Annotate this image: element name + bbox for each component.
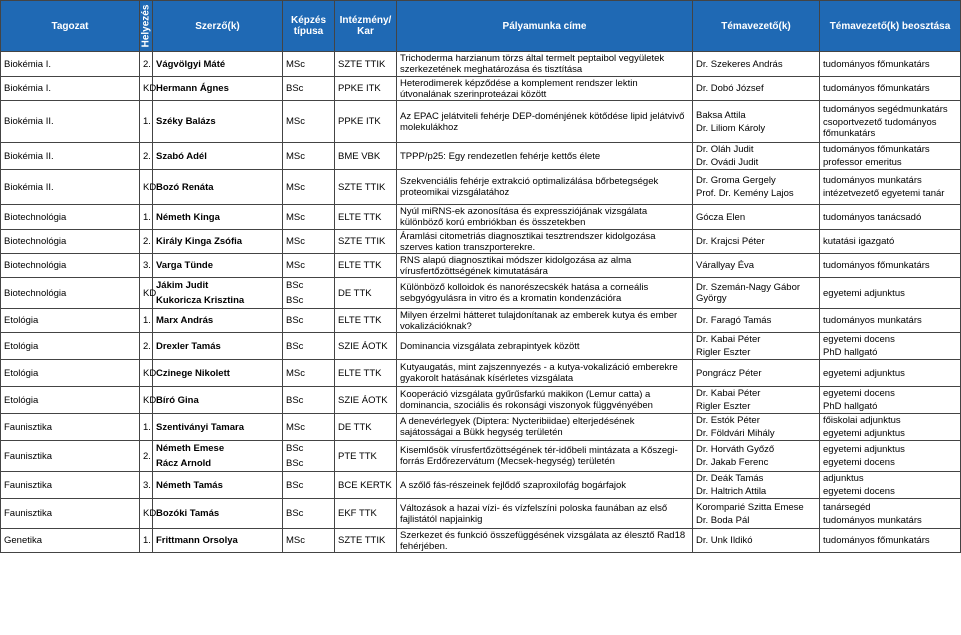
cell-tagozat: Etológia	[1, 333, 140, 360]
cell-tagozat: Faunisztika	[1, 499, 140, 529]
cell-kar: DE TTK	[335, 414, 397, 441]
cell-szerzo	[153, 143, 283, 170]
cell-temavezeto	[693, 309, 820, 333]
cell-helyezes: 1.	[140, 309, 153, 333]
cell-temavezeto	[693, 278, 820, 309]
supervisor-name: Gócza Elen	[696, 211, 746, 223]
cell-temavezeto	[693, 472, 820, 499]
cell-kar: SZTE TTIK	[335, 529, 397, 553]
cell-kepzes	[283, 101, 335, 143]
cell-palyamunka: TPPP/p25: Egy rendezetlen fehérje kettős élete	[397, 143, 693, 170]
cell-temavezeto	[693, 230, 820, 254]
cell-temavezeto	[693, 52, 820, 77]
supervisor-position: egyetemi docens	[823, 486, 895, 497]
cell-beosztas	[820, 529, 961, 553]
supervisor-name: Dr. Liliom Károly	[696, 122, 766, 134]
supervisor-name: Dr. Horváth Győző	[696, 444, 775, 455]
table-row	[1, 52, 961, 77]
cell-szerzo	[153, 472, 283, 499]
cell-szerzo	[153, 360, 283, 387]
cell-beosztas	[820, 414, 961, 441]
cell-kepzes	[283, 254, 335, 278]
cell-helyezes: 2.	[140, 441, 153, 472]
author-name: Németh Tamás	[156, 479, 223, 491]
supervisor-position: intézetvezető egyetemi tanár	[823, 188, 945, 199]
author-name: Németh Emese	[156, 443, 225, 454]
supervisor-position: professor emeritus	[823, 157, 902, 168]
author-kepzes: MSc	[286, 150, 305, 162]
cell-tagozat: Faunisztika	[1, 441, 140, 472]
cell-palyamunka: A denevérlegyek (Diptera: Nycteribiidae) elterjedésének sajátosságai a Bükk hegység területén	[397, 414, 693, 441]
cell-palyamunka: Szekvenciális fehérje extrakció optimalizálása bőrbetegségek proteomikai vizsgálatához	[397, 170, 693, 205]
author-name: Marx András	[156, 315, 214, 326]
cell-kar: BME VBK	[335, 143, 397, 170]
author-name: Jákim Judit	[156, 280, 209, 291]
cell-kepzes	[283, 414, 335, 441]
author-name: Király Kinga Zsófia	[156, 236, 243, 247]
author-kepzes: BSc	[286, 479, 304, 491]
cell-helyezes: KD	[140, 77, 153, 101]
cell-kar: SZIE ÁOTK	[335, 387, 397, 414]
cell-beosztas	[820, 230, 961, 254]
supervisor-position: tudományos munkatárs	[823, 514, 922, 526]
supervisor-position: egyetemi adjunktus	[823, 367, 905, 379]
supervisor-name: Dr. Faragó Tamás	[696, 315, 772, 326]
supervisor-name: Dr. Deák Tamás	[696, 473, 764, 484]
cell-palyamunka: A szőlő fás-részeinek fejlődő szaproxilofág bogárfajok	[397, 472, 693, 499]
supervisor-position: egyetemi adjunktus	[823, 287, 905, 299]
author-kepzes: MSc	[286, 116, 305, 127]
cell-temavezeto	[693, 387, 820, 414]
cell-palyamunka: Nyúl miRNS-ek azonosítása és expressziójának vizsgálata különböző korú embriókban és összetekben	[397, 205, 693, 230]
cell-temavezeto	[693, 101, 820, 143]
cell-kar: ELTE TTK	[335, 309, 397, 333]
cell-palyamunka: Kisemlősök vírusfertőzöttségének tér-időbeli mintázata a Kőszegi-forrás Erdőrezervátum (Mecsek-hegység) területén	[397, 441, 693, 472]
cell-beosztas	[820, 101, 961, 143]
table-row	[1, 309, 961, 333]
cell-szerzo	[153, 230, 283, 254]
cell-tagozat: Faunisztika	[1, 414, 140, 441]
cell-helyezes: 3.	[140, 254, 153, 278]
author-kepzes: MSc	[286, 535, 305, 546]
cell-temavezeto	[693, 205, 820, 230]
supervisor-position: PhD hallgató	[823, 347, 878, 358]
cell-tagozat: Biotechnológia	[1, 278, 140, 309]
cell-kar: ELTE TTK	[335, 254, 397, 278]
supervisor-position: kutatási igazgató	[823, 236, 895, 247]
cell-helyezes: KD	[140, 278, 153, 309]
cell-kar: PTE TTK	[335, 441, 397, 472]
supervisor-position: egyetemi docens	[823, 388, 895, 399]
supervisor-name: Dr. Földvári Mihály	[696, 428, 775, 439]
cell-beosztas	[820, 77, 961, 101]
author-name: Szentiványi Tamara	[156, 421, 245, 433]
cell-helyezes: 1.	[140, 414, 153, 441]
cell-kepzes	[283, 230, 335, 254]
cell-kepzes	[283, 52, 335, 77]
author-name: Bíró Gina	[156, 394, 199, 406]
author-kepzes: BSc	[286, 280, 304, 291]
cell-palyamunka: Trichoderma harzianum törzs által termelt peptaibol vegyületek szerkezetének meghatározása és tisztítása	[397, 52, 693, 77]
cell-palyamunka: RNS alapú diagnosztikai módszer kidolgozása az alma vírusfertőzöttségének kimutatására	[397, 254, 693, 278]
cell-szerzo	[153, 77, 283, 101]
cell-kar: SZTE TTIK	[335, 170, 397, 205]
header-temavezeto: Témavezető(k)	[693, 1, 820, 52]
table-row	[1, 278, 961, 309]
author-kepzes: BSc	[286, 340, 304, 352]
author-kepzes: MSc	[286, 211, 305, 223]
supervisor-name: Rigler Eszter	[696, 401, 751, 412]
cell-tagozat: Biokémia II.	[1, 143, 140, 170]
author-name: Bozóki Tamás	[156, 508, 220, 519]
cell-palyamunka: Különböző kolloidok és nanorészecskék hatása a corneális sebgyógyulásra in vitro és a kromatin kondenzációra	[397, 278, 693, 309]
cell-tagozat: Biokémia II.	[1, 170, 140, 205]
cell-tagozat: Biokémia I.	[1, 52, 140, 77]
cell-kar: EKF TTK	[335, 499, 397, 529]
cell-beosztas	[820, 387, 961, 414]
table-row	[1, 441, 961, 472]
author-name: Rácz Arnold	[156, 458, 212, 469]
supervisor-name: Dr. Krajcsi Péter	[696, 236, 765, 247]
author-kepzes: MSc	[286, 260, 305, 271]
author-kepzes: BSc	[286, 295, 304, 306]
author-name: Czinege Nikolett	[156, 367, 230, 379]
cell-beosztas	[820, 254, 961, 278]
supervisor-name: Dr. Boda Pál	[696, 514, 750, 526]
supervisor-position: tudományos segédmunkatárs	[823, 104, 948, 115]
cell-helyezes: KD	[140, 170, 153, 205]
cell-kar: ELTE TTK	[335, 360, 397, 387]
cell-tagozat: Biotechnológia	[1, 254, 140, 278]
supervisor-name: Dr. Jakab Ferenc	[696, 457, 769, 468]
supervisor-name: Rigler Eszter	[696, 347, 751, 358]
cell-kepzes	[283, 77, 335, 101]
supervisor-position: csoportvezető tudományos főmunkatárs	[823, 117, 937, 139]
cell-kepzes	[283, 170, 335, 205]
cell-helyezes: 1.	[140, 529, 153, 553]
results-body	[1, 52, 961, 553]
table-row	[1, 254, 961, 278]
cell-tagozat: Genetika	[1, 529, 140, 553]
table-row	[1, 170, 961, 205]
header-helyezes: Helyezés	[140, 1, 153, 52]
cell-helyezes: 2.	[140, 333, 153, 360]
cell-kar: DE TTK	[335, 278, 397, 309]
author-name: Hermann Ágnes	[156, 83, 229, 94]
cell-szerzo	[153, 205, 283, 230]
cell-temavezeto	[693, 77, 820, 101]
supervisor-name: Dr. Groma Gergely	[696, 175, 776, 186]
cell-palyamunka: Az EPAC jelátviteli fehérje DEP-doménjének kötődése lipid jelátvivő molekulákhoz	[397, 101, 693, 143]
supervisor-position: főiskolai adjunktus	[823, 415, 901, 426]
cell-szerzo	[153, 254, 283, 278]
supervisor-position: adjunktus	[823, 473, 864, 484]
supervisor-position: tudományos főmunkatárs	[823, 260, 930, 271]
cell-szerzo	[153, 101, 283, 143]
table-row	[1, 333, 961, 360]
cell-kar: PPKE ITK	[335, 77, 397, 101]
cell-palyamunka: Heterodimerek képződése a komplement rendszer lektin útvonalának szerinproteázai között	[397, 77, 693, 101]
cell-helyezes: 2.	[140, 52, 153, 77]
author-kepzes: BSc	[286, 315, 304, 326]
cell-kepzes	[283, 472, 335, 499]
cell-temavezeto	[693, 333, 820, 360]
supervisor-position: tudományos főmunkatárs	[823, 535, 930, 546]
supervisor-name: Várallyay Éva	[696, 260, 755, 271]
cell-temavezeto	[693, 254, 820, 278]
cell-temavezeto	[693, 414, 820, 441]
author-name: Varga Tünde	[156, 260, 214, 271]
author-name: Vágvölgyi Máté	[156, 58, 226, 70]
supervisor-position: tudományos főmunkatárs	[823, 58, 930, 70]
supervisor-name: Dr. Estók Péter	[696, 415, 760, 426]
cell-temavezeto	[693, 170, 820, 205]
author-name: Bozó Renáta	[156, 181, 214, 193]
table-row	[1, 499, 961, 529]
cell-kar: BCE KERTK	[335, 472, 397, 499]
author-name: Széky Balázs	[156, 116, 216, 127]
supervisor-name: Prof. Dr. Kemény Lajos	[696, 188, 794, 199]
cell-szerzo	[153, 441, 283, 472]
cell-kepzes	[283, 309, 335, 333]
cell-temavezeto	[693, 143, 820, 170]
header-row	[1, 1, 961, 52]
cell-szerzo	[153, 387, 283, 414]
cell-tagozat: Faunisztika	[1, 472, 140, 499]
table-row	[1, 472, 961, 499]
cell-kar: PPKE ITK	[335, 101, 397, 143]
author-kepzes: BSc	[286, 394, 304, 406]
cell-kepzes	[283, 529, 335, 553]
cell-tagozat: Biotechnológia	[1, 205, 140, 230]
cell-temavezeto	[693, 499, 820, 529]
supervisor-position: tudományos főmunkatárs	[823, 144, 930, 155]
supervisor-name: Pongrácz Péter	[696, 367, 762, 379]
cell-kepzes	[283, 205, 335, 230]
author-kepzes: MSc	[286, 181, 305, 193]
cell-szerzo	[153, 309, 283, 333]
cell-tagozat: Biokémia II.	[1, 101, 140, 143]
cell-kepzes	[283, 143, 335, 170]
author-kepzes: MSc	[286, 236, 305, 247]
supervisor-position: egyetemi adjunktus	[823, 444, 905, 455]
supervisor-name: Dr. Kabai Péter	[696, 388, 761, 399]
cell-temavezeto	[693, 441, 820, 472]
cell-tagozat: Etológia	[1, 309, 140, 333]
author-kepzes: BSc	[286, 458, 304, 469]
author-name: Németh Kinga	[156, 211, 220, 223]
cell-szerzo	[153, 414, 283, 441]
author-kepzes: BSc	[286, 508, 304, 519]
cell-kar: SZTE TTIK	[335, 52, 397, 77]
supervisor-position: tudományos munkatárs	[823, 315, 922, 326]
table-row	[1, 230, 961, 254]
cell-tagozat: Biokémia I.	[1, 77, 140, 101]
cell-tagozat: Biotechnológia	[1, 230, 140, 254]
author-name: Kukoricza Krisztina	[156, 295, 245, 306]
cell-beosztas	[820, 170, 961, 205]
cell-palyamunka: Dominancia vizsgálata zebrapintyek között	[397, 333, 693, 360]
cell-beosztas	[820, 499, 961, 529]
author-name: Drexler Tamás	[156, 340, 221, 352]
header-beosztas: Témavezető(k) beosztása	[820, 1, 961, 52]
cell-kepzes	[283, 387, 335, 414]
cell-helyezes: KD	[140, 387, 153, 414]
table-row	[1, 143, 961, 170]
supervisor-position: tanársegéd	[823, 501, 871, 513]
cell-kepzes	[283, 441, 335, 472]
supervisor-name: Dr. Dobó József	[696, 83, 764, 94]
supervisor-position: PhD hallgató	[823, 401, 878, 412]
cell-beosztas	[820, 441, 961, 472]
cell-palyamunka: Kutyaugatás, mint zajszennyezés - a kutya-vokalizáció emberekre gyakorolt hatásának kísérletes vizsgálata	[397, 360, 693, 387]
cell-palyamunka: Áramlási citometriás diagnosztikai tesztrendszer kidolgozása szerves kation transzporterekre.	[397, 230, 693, 254]
supervisor-position: egyetemi adjunktus	[823, 428, 905, 439]
table-row	[1, 414, 961, 441]
cell-szerzo	[153, 170, 283, 205]
cell-szerzo	[153, 529, 283, 553]
cell-kepzes	[283, 360, 335, 387]
cell-szerzo	[153, 52, 283, 77]
header-tagozat: Tagozat	[1, 1, 140, 52]
cell-helyezes: 1.	[140, 101, 153, 143]
supervisor-name: Dr. Kabai Péter	[696, 334, 761, 345]
table-row	[1, 101, 961, 143]
cell-beosztas	[820, 472, 961, 499]
cell-palyamunka: Szerkezet és funkció összefüggésének vizsgálata az élesztő Rad18 fehérjében.	[397, 529, 693, 553]
cell-beosztas	[820, 360, 961, 387]
cell-beosztas	[820, 143, 961, 170]
supervisor-name: Dr. Oláh Judit	[696, 144, 754, 155]
table-row	[1, 360, 961, 387]
cell-beosztas	[820, 205, 961, 230]
cell-beosztas	[820, 333, 961, 360]
supervisor-position: egyetemi docens	[823, 457, 895, 468]
cell-kepzes	[283, 499, 335, 529]
supervisor-position: tudományos munkatárs	[823, 175, 922, 186]
cell-temavezeto	[693, 529, 820, 553]
supervisor-name: Koromparié Szitta Emese	[696, 501, 804, 513]
supervisor-position: egyetemi docens	[823, 334, 895, 345]
table-row	[1, 77, 961, 101]
cell-beosztas	[820, 309, 961, 333]
cell-tagozat: Etológia	[1, 387, 140, 414]
cell-palyamunka: Milyen érzelmi hátteret tulajdonítanak az emberek kutya és ember vokalizációknak?	[397, 309, 693, 333]
header-palyamunka: Pályamunka címe	[397, 1, 693, 52]
cell-beosztas	[820, 52, 961, 77]
supervisor-name: Dr. Szekeres András	[696, 58, 783, 70]
supervisor-name: Baksa Attila	[696, 109, 746, 121]
cell-helyezes: 3.	[140, 472, 153, 499]
header-kepzes: Képzés típusa	[283, 1, 335, 52]
supervisor-position: tudományos tanácsadó	[823, 211, 922, 223]
cell-helyezes: KD	[140, 499, 153, 529]
cell-tagozat: Etológia	[1, 360, 140, 387]
supervisor-name: Dr. Ovádi Judit	[696, 157, 759, 168]
author-name: Frittmann Orsolya	[156, 535, 238, 546]
supervisor-name: Dr. Szemán-Nagy Gábor György	[696, 282, 801, 304]
cell-kar: ELTE TTK	[335, 205, 397, 230]
cell-palyamunka: Kooperáció vizsgálata gyűrűsfarkú makikon (Lemur catta) a dominancia, szociális és rokonsági viszonyok függvényében	[397, 387, 693, 414]
cell-helyezes: 2.	[140, 143, 153, 170]
cell-helyezes: KD	[140, 360, 153, 387]
supervisor-name: Dr. Haltrich Attila	[696, 486, 767, 497]
cell-kepzes	[283, 333, 335, 360]
cell-kar: SZIE ÁOTK	[335, 333, 397, 360]
cell-szerzo	[153, 499, 283, 529]
author-kepzes: BSc	[286, 83, 304, 94]
cell-kepzes	[283, 278, 335, 309]
cell-szerzo	[153, 333, 283, 360]
author-kepzes: MSc	[286, 58, 305, 70]
supervisor-name: Dr. Unk Ildikó	[696, 535, 753, 546]
header-intezmeny: Intézmény/ Kar	[335, 1, 397, 52]
cell-beosztas	[820, 278, 961, 309]
cell-helyezes: 1.	[140, 205, 153, 230]
table-row	[1, 205, 961, 230]
table-row	[1, 529, 961, 553]
cell-temavezeto	[693, 360, 820, 387]
table-row	[1, 387, 961, 414]
cell-kar: SZTE TTIK	[335, 230, 397, 254]
supervisor-position: tudományos főmunkatárs	[823, 83, 930, 94]
header-szerzo: Szerző(k)	[153, 1, 283, 52]
author-kepzes: MSc	[286, 367, 305, 379]
cell-szerzo	[153, 278, 283, 309]
cell-helyezes: 2.	[140, 230, 153, 254]
author-kepzes: MSc	[286, 421, 305, 433]
author-kepzes: BSc	[286, 443, 304, 454]
author-name: Szabó Adél	[156, 150, 207, 162]
cell-palyamunka: Változások a hazai vízi- és vízfelszíni poloska faunában az első fajlistától napjainkig	[397, 499, 693, 529]
